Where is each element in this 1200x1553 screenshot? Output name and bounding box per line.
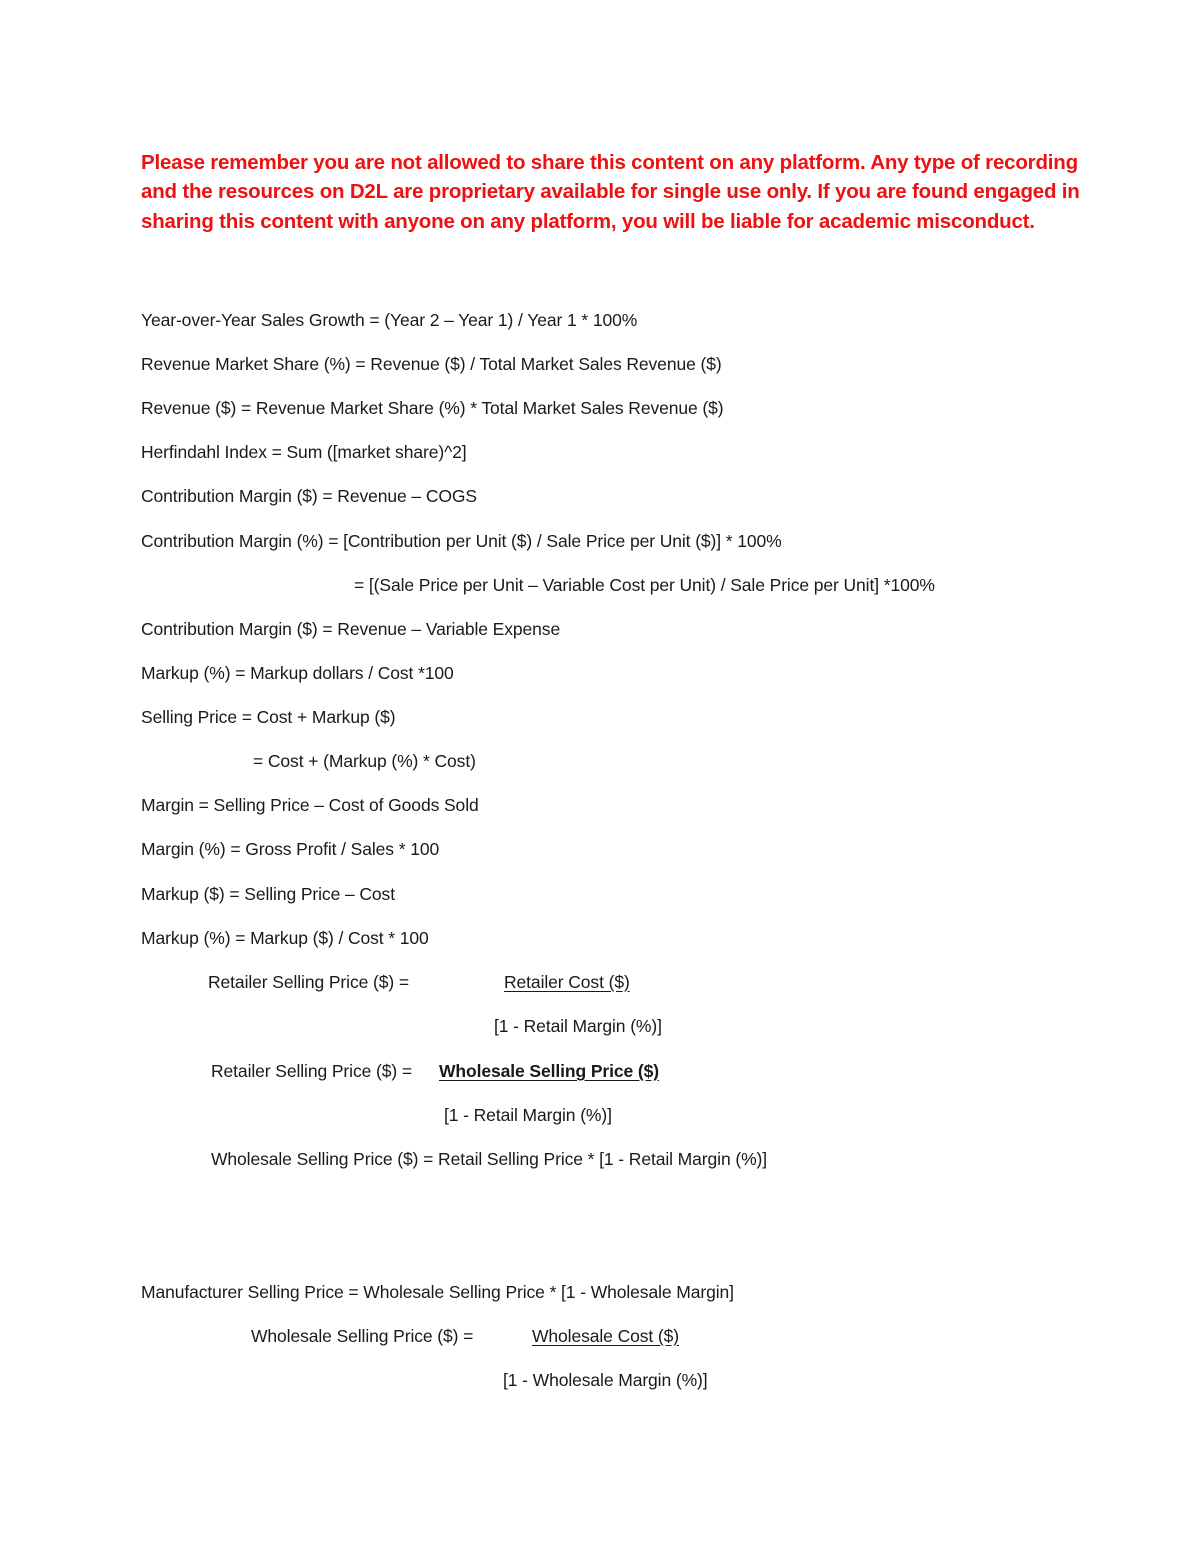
formula-herfindahl-index: Herfindahl Index = Sum ([market share)^2]	[141, 442, 467, 462]
formula-contribution-margin-cogs: Contribution Margin ($) = Revenue – COGS	[141, 486, 477, 506]
formula-margin-percent: Margin (%) = Gross Profit / Sales * 100	[141, 839, 440, 859]
formula-margin: Margin = Selling Price – Cost of Goods Sold	[141, 795, 479, 815]
formula-retailer-selling-price-1-denominator: [1 - Retail Margin (%)]	[494, 1016, 662, 1036]
formula-retailer-selling-price-1-lhs: Retailer Selling Price ($) =	[208, 972, 409, 992]
formula-selling-price: Selling Price = Cost + Markup ($)	[141, 707, 396, 727]
copyright-warning: Please remember you are not allowed to share this content on any platform. Any type of recording and the resources on D2L are proprietary available for single use only. If you are found engaged in sharing this content with anyone on any platform, you will be liable for academic misconduct.	[141, 151, 1080, 233]
numerator-text: Wholesale Cost ($)	[532, 1326, 680, 1346]
formula-contribution-margin-variable: Contribution Margin ($) = Revenue – Variable Expense	[141, 619, 561, 639]
formula-contribution-margin-percent: Contribution Margin (%) = [Contribution per Unit ($) / Sale Price per Unit ($)] * 100%	[141, 531, 782, 551]
formula-selling-price-alt: = Cost + (Markup (%) * Cost)	[253, 751, 476, 771]
formula-yoy-growth: Year-over-Year Sales Growth = (Year 2 – Year 1) / Year 1 * 100%	[141, 310, 638, 330]
formula-revenue: Revenue ($) = Revenue Market Share (%) * Total Market Sales Revenue ($)	[141, 398, 724, 418]
formula-revenue-market-share: Revenue Market Share (%) = Revenue ($) / Total Market Sales Revenue ($)	[141, 354, 722, 374]
numerator-text: Wholesale Selling Price ($)	[439, 1061, 660, 1081]
formula-retailer-selling-price-2-denominator: [1 - Retail Margin (%)]	[444, 1105, 612, 1125]
formula-markup-percent-dollars: Markup (%) = Markup dollars / Cost *100	[141, 663, 454, 683]
formula-retailer-selling-price-1-numerator	[474, 971, 630, 993]
formula-wholesale-selling-price: Wholesale Selling Price ($) = Retail Selling Price * [1 - Retail Margin (%)]	[211, 1149, 768, 1169]
formula-retailer-selling-price-2-numerator	[434, 1060, 659, 1082]
formula-wholesale-selling-price-2-denominator: [1 - Wholesale Margin (%)]	[503, 1370, 708, 1390]
formula-markup-percent: Markup (%) = Markup ($) / Cost * 100	[141, 928, 429, 948]
formula-wholesale-selling-price-2-lhs: Wholesale Selling Price ($) =	[251, 1326, 474, 1346]
formula-manufacturer-selling-price: Manufacturer Selling Price = Wholesale Selling Price * [1 - Wholesale Margin]	[141, 1282, 734, 1302]
formula-markup-dollars: Markup ($) = Selling Price – Cost	[141, 884, 395, 904]
numerator-text: Retailer Cost ($)	[504, 972, 630, 992]
formula-contribution-margin-percent-alt: = [(Sale Price per Unit – Variable Cost per Unit) / Sale Price per Unit] *100%	[354, 575, 935, 595]
formula-wholesale-selling-price-2-numerator	[501, 1325, 691, 1347]
formula-retailer-selling-price-2-lhs: Retailer Selling Price ($) =	[211, 1061, 412, 1081]
